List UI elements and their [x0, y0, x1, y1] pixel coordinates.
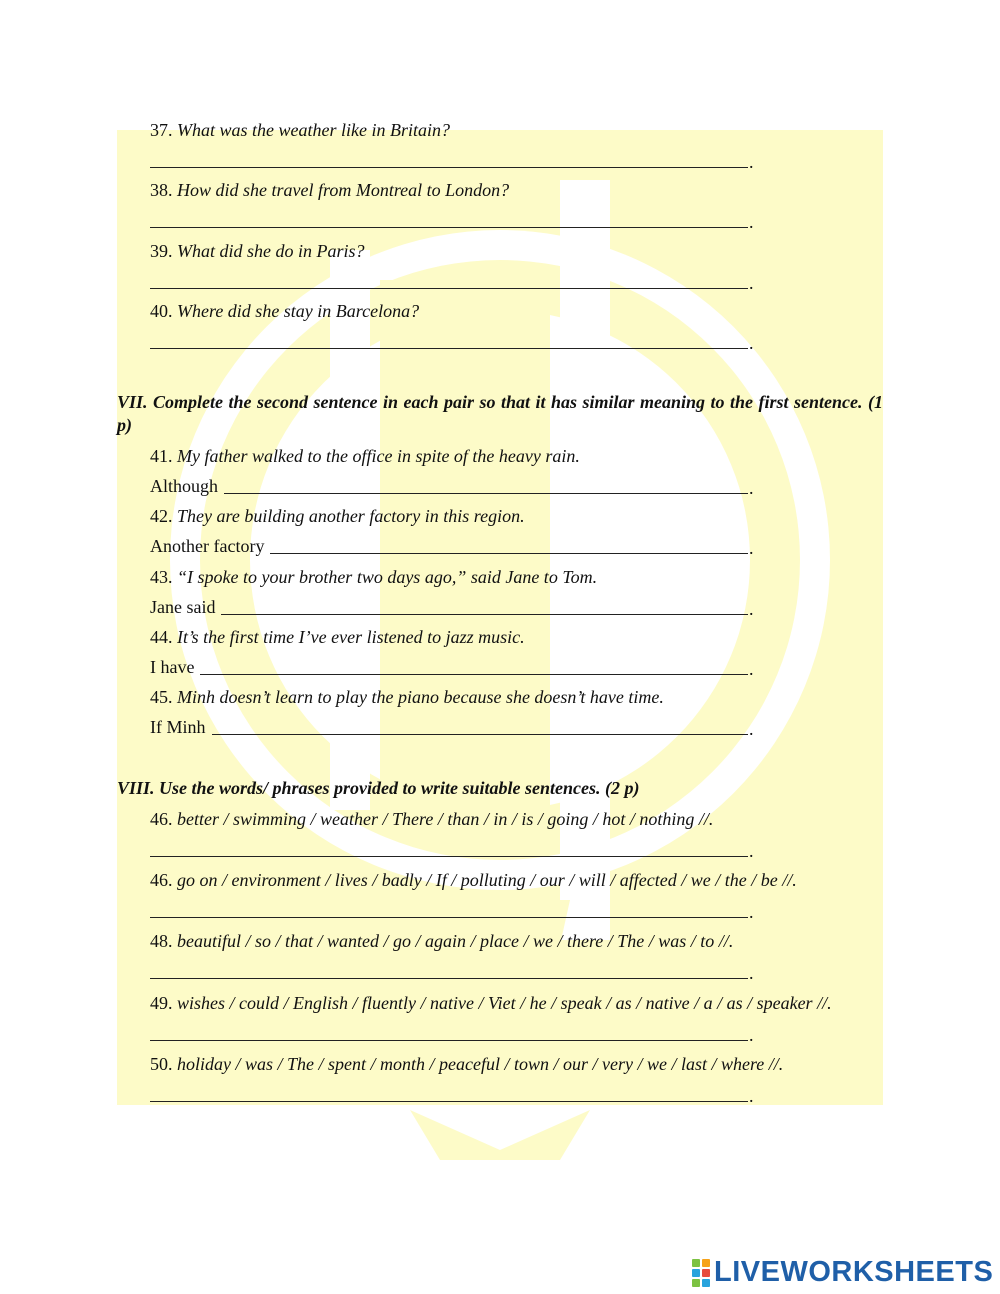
question-number: 49. — [150, 993, 173, 1013]
rewrite-answer-line[interactable] — [200, 674, 748, 675]
question-text: “I spoke to your brother two days ago,” said Jane to Tom. — [177, 567, 598, 587]
question-number: 46. — [150, 870, 173, 890]
question-number: 38. — [150, 180, 173, 200]
question-38 — [150, 179, 509, 201]
answer-line[interactable] — [150, 348, 748, 349]
question-number: 48. — [150, 931, 173, 951]
question-text: What did she do in Paris? — [177, 241, 365, 261]
answer-period: . — [749, 212, 754, 232]
sentence-starter: Although — [150, 476, 219, 496]
section-7-title: VII. Complete the second sentence in each pair so that it has similar meaning to the first sentence. (1 p) — [117, 392, 883, 435]
question-text: What was the weather like in Britain? — [177, 120, 450, 140]
rewrite-answer-line[interactable] — [224, 493, 748, 494]
question-text: go on / environment / lives / badly / If / polluting / our / will / affected / we / the / be //. — [177, 870, 797, 890]
question-37 — [150, 119, 450, 141]
sentence-starter: If Minh — [150, 717, 206, 737]
answer-period: . — [749, 659, 754, 679]
question-number: 40. — [150, 301, 173, 321]
question-number: 37. — [150, 120, 173, 140]
question-number: 43. — [150, 567, 173, 587]
rewrite-answer-row — [150, 475, 218, 497]
question-text: My father walked to the office in spite of the heavy rain. — [177, 446, 580, 466]
question-text: Where did she stay in Barcelona? — [177, 301, 420, 321]
question-number: 45. — [150, 687, 173, 707]
answer-line[interactable] — [150, 1101, 748, 1102]
question-text: beautiful / so / that / wanted / go / again / place / we / there / The / was / to //. — [177, 931, 734, 951]
transform-item-41 — [150, 445, 580, 467]
sentence-starter: Jane said — [150, 597, 216, 617]
answer-line[interactable] — [150, 227, 748, 228]
question-number: 39. — [150, 241, 173, 261]
answer-line[interactable] — [150, 978, 748, 979]
question-number: 46. — [150, 809, 173, 829]
liveworksheets-logo — [692, 1256, 993, 1289]
question-text: Minh doesn’t learn to play the piano because she doesn’t have time. — [177, 687, 664, 707]
answer-period: . — [749, 599, 754, 619]
liveworksheets-mark-icon — [692, 1259, 710, 1287]
answer-line[interactable] — [150, 917, 748, 918]
answer-line[interactable] — [150, 288, 748, 289]
word-order-item-2 — [150, 869, 797, 891]
answer-line[interactable] — [150, 856, 748, 857]
answer-period: . — [749, 719, 754, 739]
answer-period: . — [749, 538, 754, 558]
transform-item-44 — [150, 626, 525, 648]
transform-item-43 — [150, 566, 597, 588]
answer-line[interactable] — [150, 1040, 748, 1041]
answer-period: . — [749, 273, 754, 293]
question-text: better / swimming / weather / There / than / in / is / going / hot / nothing //. — [177, 809, 714, 829]
word-order-item-5 — [150, 1053, 783, 1075]
question-number: 41. — [150, 446, 173, 466]
answer-period: . — [749, 1025, 754, 1045]
sentence-starter: I have — [150, 657, 195, 677]
word-order-item-3 — [150, 930, 733, 952]
rewrite-answer-line[interactable] — [270, 553, 748, 554]
question-text: holiday / was / The / spent / month / peaceful / town / our / very / we / last / where //. — [177, 1054, 784, 1074]
question-text: wishes / could / English / fluently / native / Viet / he / speak / as / native / a / as / speaker //. — [177, 993, 832, 1013]
answer-period: . — [749, 333, 754, 353]
answer-period: . — [749, 841, 754, 861]
question-39 — [150, 240, 365, 262]
question-number: 42. — [150, 506, 173, 526]
liveworksheets-wordmark: LIVEWORKSHEETS — [714, 1256, 994, 1288]
question-text: How did she travel from Montreal to London? — [177, 180, 510, 200]
transform-item-42 — [150, 505, 525, 527]
section-8-title: VIII. Use the words/ phrases provided to write suitable sentences. (2 p) — [117, 778, 640, 798]
answer-period: . — [749, 1086, 754, 1106]
rewrite-answer-row — [150, 656, 194, 678]
answer-period: . — [749, 478, 754, 498]
rewrite-answer-row — [150, 716, 206, 738]
rewrite-answer-row — [150, 535, 264, 557]
rewrite-answer-row — [150, 596, 215, 618]
question-40 — [150, 300, 419, 322]
word-order-item-4 — [150, 992, 832, 1014]
rewrite-answer-line[interactable] — [221, 614, 748, 615]
answer-line[interactable] — [150, 167, 748, 168]
word-order-item-1 — [150, 808, 713, 830]
question-number: 44. — [150, 627, 173, 647]
question-text: It’s the first time I’ve ever listened to jazz music. — [177, 627, 525, 647]
rewrite-answer-line[interactable] — [212, 734, 749, 735]
answer-period: . — [749, 902, 754, 922]
question-number: 50. — [150, 1054, 173, 1074]
sentence-starter: Another factory — [150, 536, 265, 556]
transform-item-45 — [150, 686, 664, 708]
answer-period: . — [749, 963, 754, 983]
answer-period: . — [749, 152, 754, 172]
question-text: They are building another factory in this region. — [177, 506, 525, 526]
